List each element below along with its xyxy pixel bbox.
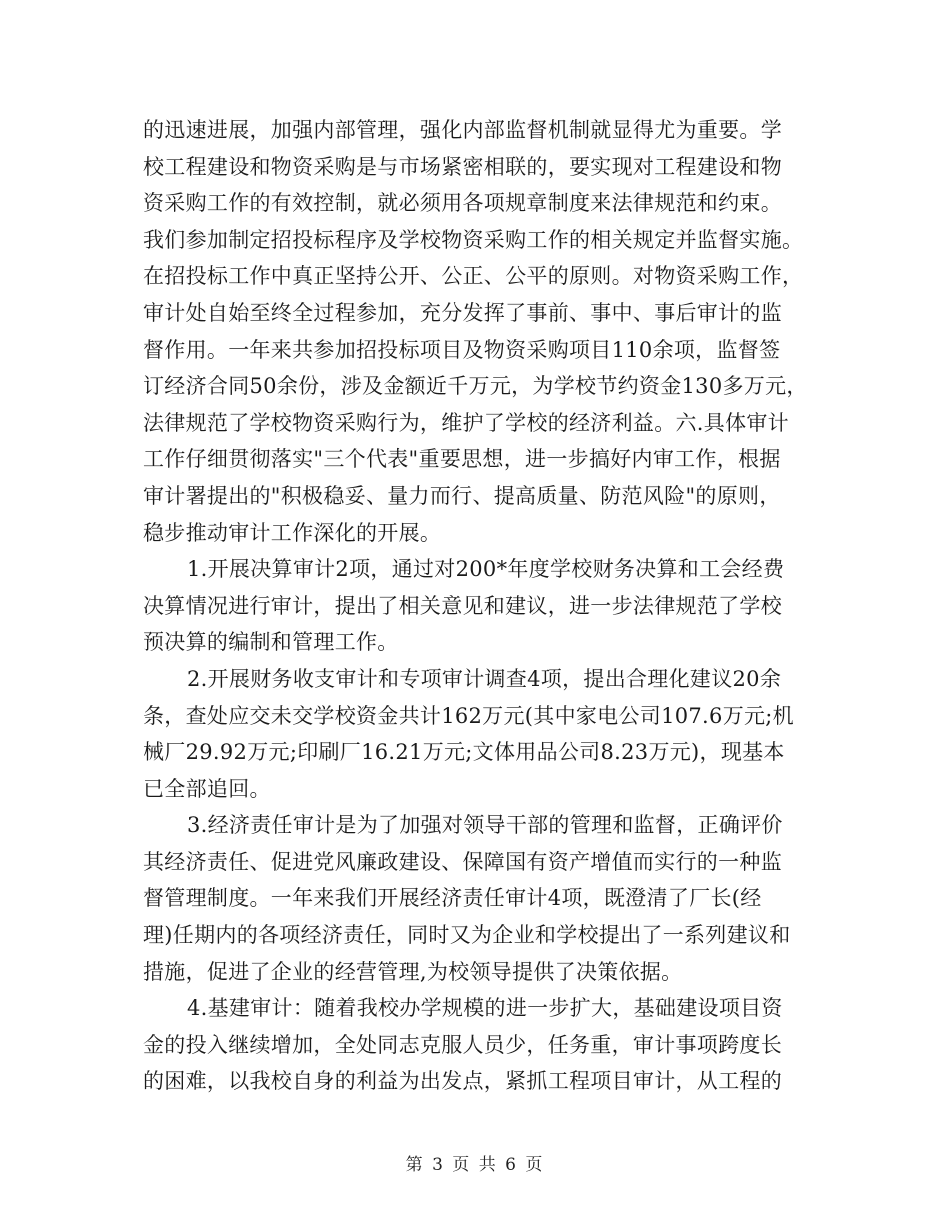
text-line: 督管理制度。一年来我们开展经济责任审计4项，既澄清了厂长(经: [143, 886, 762, 911]
text-line: 工作仔细贯彻落实"三个代表"重要思想，进一步搞好内审工作，根据: [143, 447, 781, 472]
text-line: 我们参加制定招投标程序及学校物资采购工作的相关规定并监督实施。: [143, 227, 804, 252]
text-line: 其经济责任、促进党风廉政建设、保障国有资产增值而实行的一种监: [143, 849, 782, 874]
text-line: 2.开展财务收支审计和专项审计调查4项，提出合理化建议20余: [187, 666, 782, 691]
paragraph: [143, 551, 813, 661]
text-line: 条，查处应交未交学校资金共计162万元(其中家电公司107.6万元;机: [143, 703, 794, 728]
text-line: 法律规范了学校物资采购行为，维护了学校的经济利益。六.具体审计: [143, 410, 789, 435]
text-line: 已全部追回。: [143, 776, 271, 801]
text-line: 决算情况进行审计，提出了相关意见和建议，进一步法律规范了学校: [143, 593, 782, 618]
text-line: 审计处自始至终全过程参加，充分发挥了事前、事中、事后审计的监: [143, 300, 782, 325]
page-footer: 第 3 页 共 6 页: [405, 1155, 545, 1175]
text-line: 3.经济责任审计是为了加强对领导干部的管理和监督，正确评价: [187, 813, 783, 838]
text-line: 预决算的编制和管理工作。: [143, 630, 399, 655]
text-line: 的困难，以我校自身的利益为出发点，紧抓工程项目审计，从工程的: [143, 1069, 782, 1094]
text-line: 金的投入继续增加，全处同志克服人员少，任务重，审计事项跨度长: [143, 1032, 782, 1057]
paragraph: [143, 807, 813, 990]
paragraph: [143, 990, 813, 1100]
text-line: 在招投标工作中真正坚持公开、公正、公平的原则。对物资采购工作，: [143, 264, 804, 289]
text-line: 订经济合同50余份，涉及金额近千万元，为学校节约资金130多万元，: [143, 374, 808, 399]
text-line: 审计署提出的"积极稳妥、量力而行、提高质量、防范风险"的原则，: [143, 483, 781, 508]
text-line: 械厂29.92万元;印刷厂16.21万元;文体用品公司8.23万元)，现基本: [143, 740, 785, 765]
paragraph: [143, 661, 813, 807]
text-line: 措施，促进了企业的经营管理,为校领导提供了决策依据。: [143, 959, 683, 984]
text-line: 1.开展决算审计2项，通过对200*年度学校财务决算和工会经费: [187, 557, 785, 582]
paragraph: [143, 112, 813, 551]
text-line: 督作用。一年来共参加招投标项目及物资采购项目110余项，监督签: [143, 337, 781, 362]
text-line: 资采购工作的有效控制，就必须用各项规章制度来法律规范和约束。: [143, 191, 782, 216]
text-line: 4.基建审计：随着我校办学规模的进一步扩大，基础建设项目资: [187, 996, 783, 1021]
text-line: 稳步推动审计工作深化的开展。: [143, 520, 442, 545]
text-line: 的迅速进展，加强内部管理，强化内部监督机制就显得尤为重要。学: [143, 118, 782, 142]
text-line: 理)任期内的各项经济责任，同时又为企业和学校提出了一系列建议和: [143, 923, 791, 948]
text-line: 校工程建设和物资采购是与市场紧密相联的，要实现对工程建设和物: [143, 154, 782, 179]
document-body: [143, 112, 813, 1100]
